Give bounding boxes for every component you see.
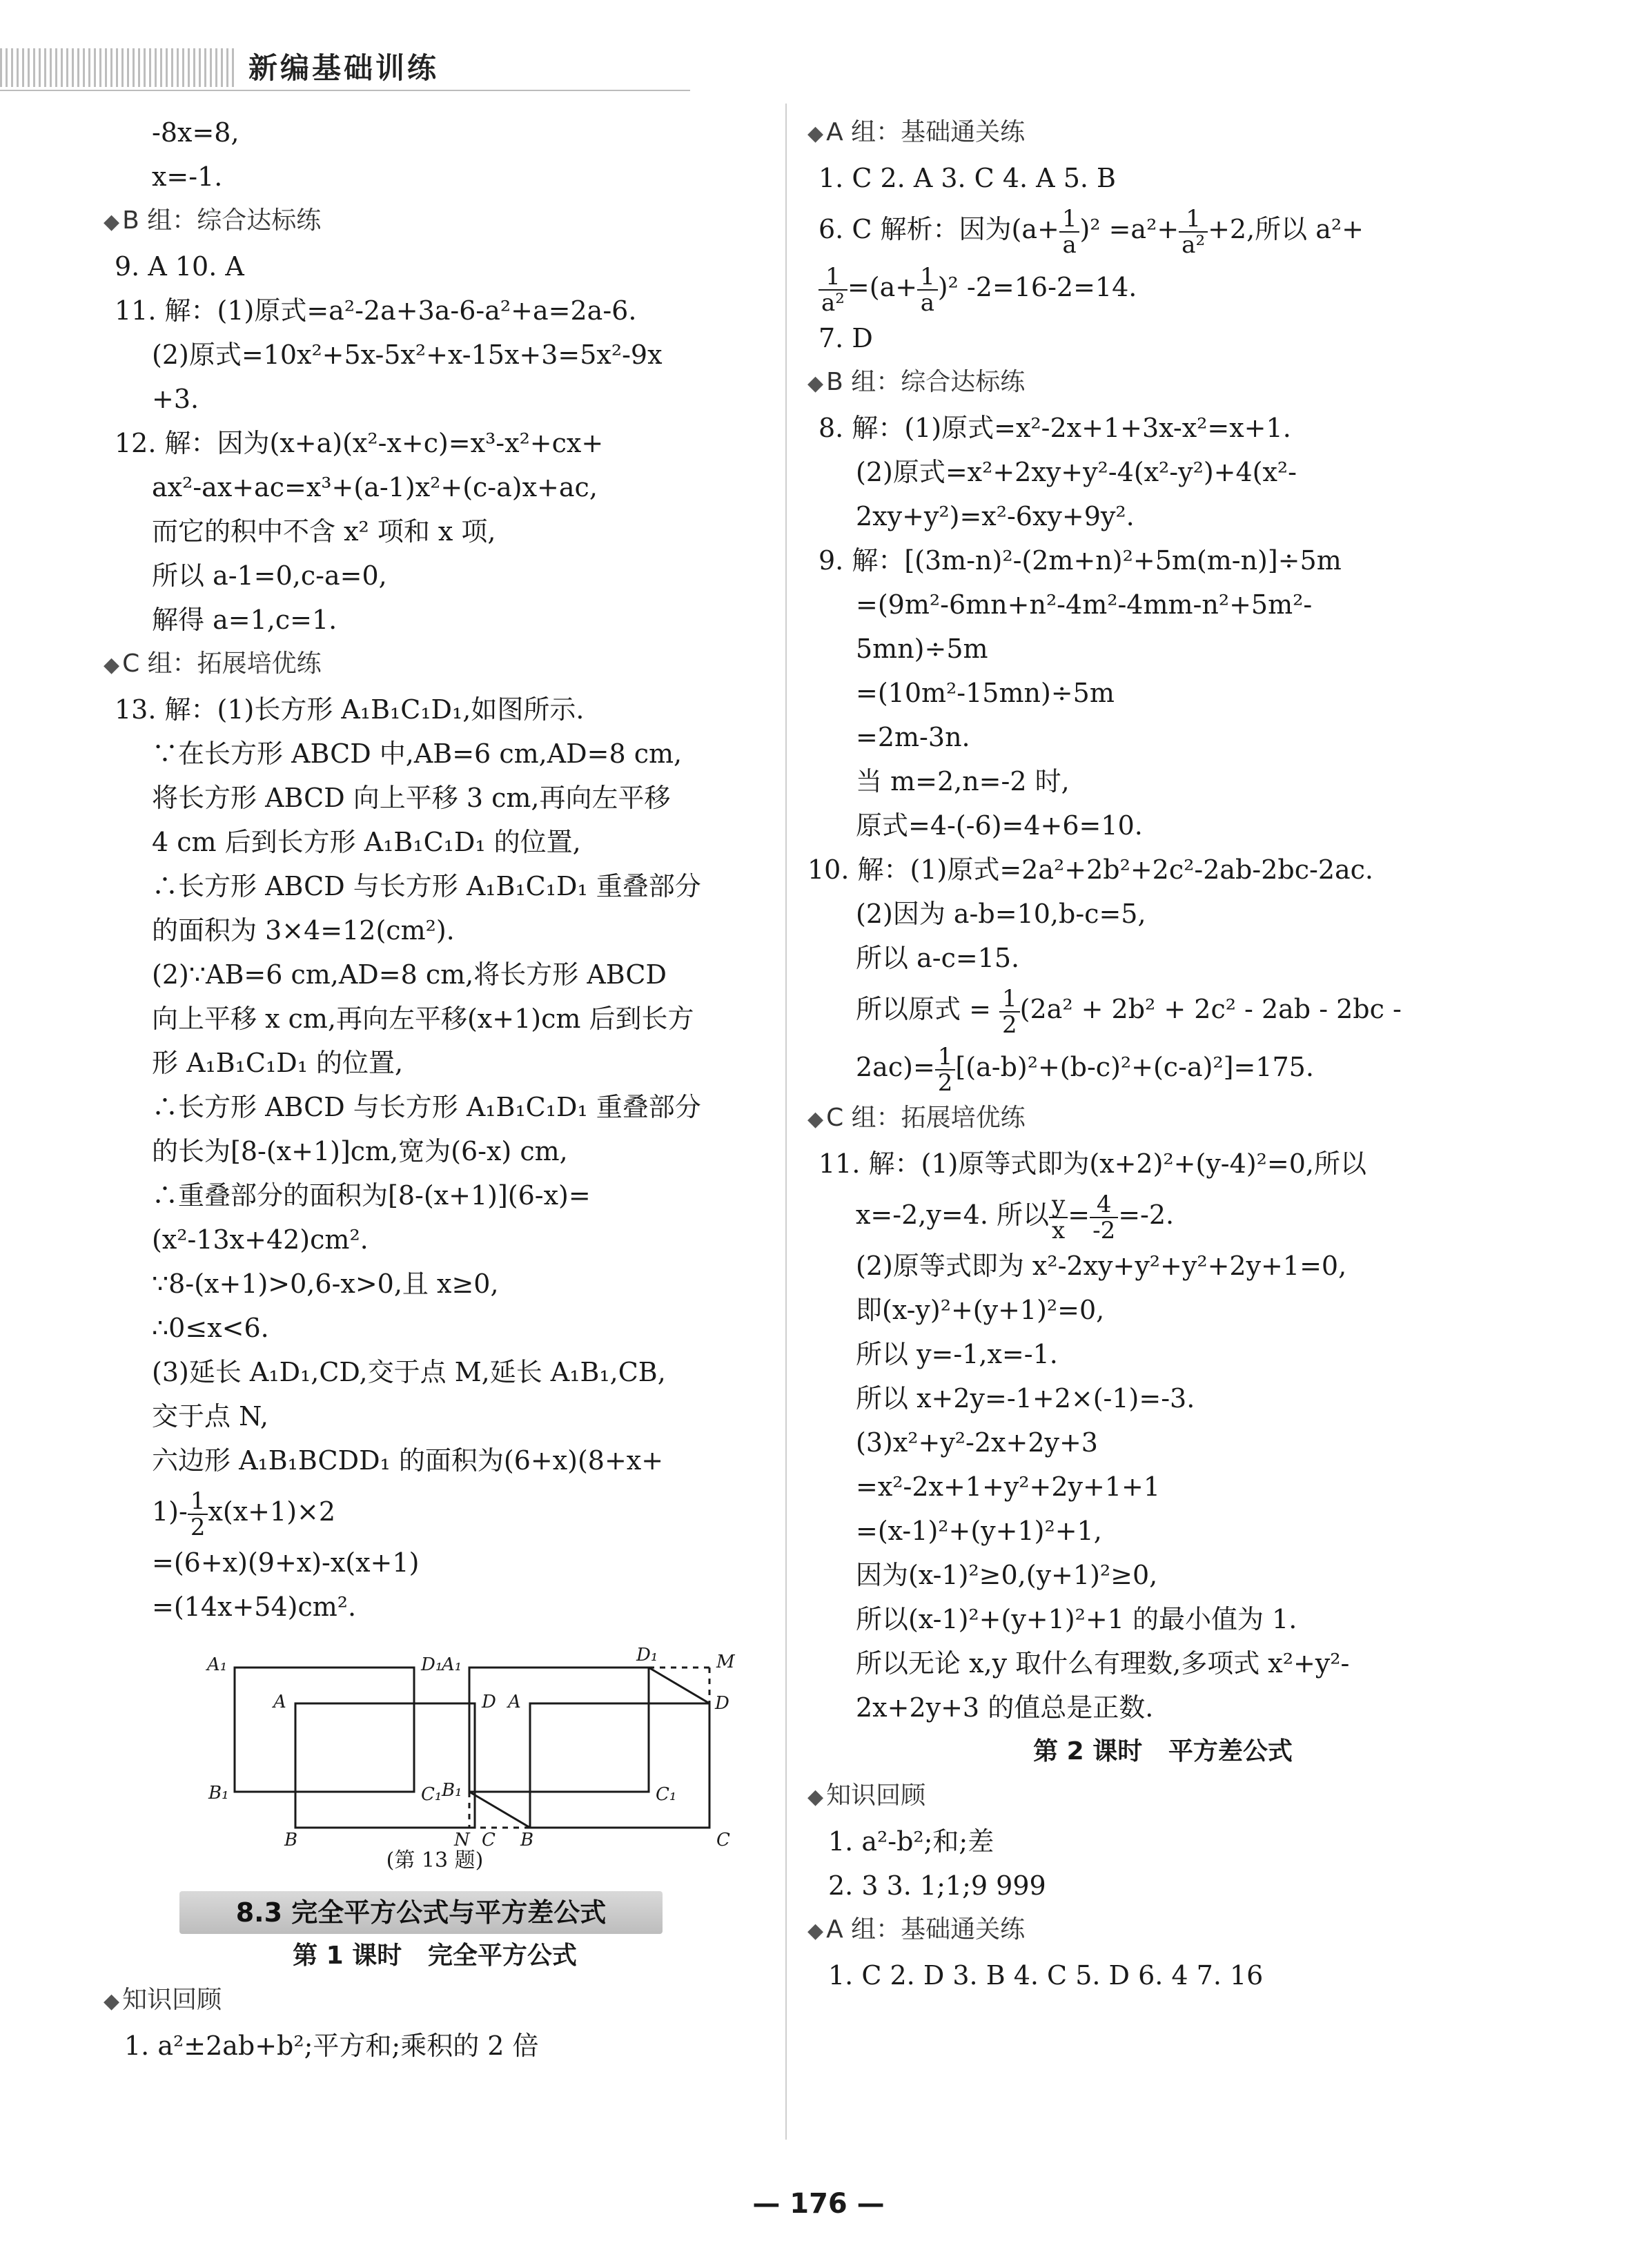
label: M: [716, 1652, 735, 1672]
text-line: =(x-1)²+(y+1)²+1,: [856, 1516, 1102, 1546]
diamond-icon: ◆: [104, 210, 120, 234]
label: C: [716, 1830, 730, 1847]
label: C: [482, 1830, 496, 1847]
segment-b1b: [469, 1792, 530, 1828]
answer-line: 13. 解：(1)长方形 A₁B₁C₁D₁,如图所示.: [115, 694, 585, 725]
label: N: [454, 1830, 470, 1847]
text-line: ∵在长方形 ABCD 中,AB=6 cm,AD=8 cm,: [152, 739, 683, 769]
text-line: 2x+2y+3 的值总是正数.: [856, 1692, 1154, 1723]
text-line: 将长方形 ABCD 向上平移 3 cm,再向左平移: [152, 783, 671, 813]
fraction: $\frac{1}{a}$: [1059, 206, 1080, 257]
text-line: -8x=8,: [152, 117, 239, 148]
label: C₁: [421, 1784, 442, 1805]
diamond-icon: ◆: [104, 1989, 120, 2013]
text-line: ∴长方形 ABCD 与长方形 A₁B₁C₁D₁ 重叠部分: [152, 871, 701, 901]
diamond-icon: ◆: [807, 1785, 824, 1809]
header-rule: [0, 90, 690, 91]
answer-line: 2. 3 3. 1;1;9 999: [828, 1870, 1046, 1901]
section-heading-c: ◆ C 组：拓展培优练: [104, 649, 322, 678]
answer-line: 12. 解：因为(x+a)(x²-x+c)=x³-x²+cx+: [115, 428, 604, 458]
text-line: 交于点 N,: [152, 1401, 268, 1431]
text-line: 而它的积中不含 x² 项和 x 项,: [152, 516, 496, 547]
label: A₁: [207, 1654, 228, 1675]
text-line: ∴0≤x<6.: [152, 1313, 269, 1343]
diamond-icon: ◆: [104, 653, 120, 677]
text-line: +3.: [152, 384, 199, 414]
rect-a1b1c1d1: [235, 1668, 414, 1792]
section-banner: 8.3 完全平方公式与平方差公式: [179, 1891, 663, 1934]
text-line: (2)原式=10x²+5x-5x²+x-15x+3=5x²-9x: [152, 340, 663, 370]
section-heading-a: ◆ A 组：基础通关练: [807, 118, 1026, 146]
section-heading-b: ◆ B 组：综合达标练: [807, 368, 1026, 396]
text-line: 六边形 A₁B₁BCDD₁ 的面积为(6+x)(8+x+: [152, 1445, 664, 1476]
answer-line: 1. C 2. D 3. B 4. C 5. D 6. 4 7. 16: [828, 1960, 1264, 1991]
right-column: [807, 110, 1518, 1997]
text-line: ∵8-(x+1)>0,6-x>0,且 x≥0,: [152, 1269, 499, 1299]
header-title: 新编基础训练: [248, 51, 440, 85]
text-line: =(10m²-15mn)÷5m: [856, 678, 1115, 708]
answer-line: 11. 解：(1)原等式即为(x+2)²+(y-4)²=0,所以: [819, 1148, 1366, 1179]
rect-abcd: [295, 1703, 475, 1828]
header-decoration: [0, 48, 235, 87]
text-line: 所以 a-1=0,c-a=0,: [152, 560, 387, 591]
diamond-icon: ◆: [807, 121, 824, 146]
text-line: ∴重叠部分的面积为[8-(x+1)](6-x)=: [152, 1180, 591, 1211]
section-heading-c: ◆ C 组：拓展培优练: [807, 1104, 1026, 1132]
text-line: 所以无论 x,y 取什么有理数,多项式 x²+y²-: [856, 1648, 1350, 1679]
text-line: 所以 y=-1,x=-1.: [856, 1339, 1058, 1369]
text-line: 5mn)÷5m: [856, 634, 988, 664]
text-line: 所以(x-1)²+(y+1)²+1 的最小值为 1.: [856, 1604, 1297, 1634]
text-line: (2)原式=x²+2xy+y²-4(x²-y²)+4(x²-: [856, 457, 1297, 487]
answer-line: 11. 解：(1)原式=a²-2a+3a-6-a²+a=2a-6.: [115, 295, 637, 326]
fraction: $\frac{1}{2}$: [188, 1489, 208, 1540]
answer-line: 7. D: [819, 323, 873, 353]
answer-line: 1. a²±2ab+b²;平方和;乘积的 2 倍: [124, 2031, 539, 2061]
label: B₁: [442, 1780, 462, 1801]
label: B: [284, 1830, 298, 1847]
left-column: [104, 110, 766, 2068]
text-line: 原式=4-(-6)=4+6=10.: [856, 810, 1143, 841]
diamond-icon: ◆: [807, 1919, 824, 1943]
fraction: $\frac{4}{-2}$: [1090, 1192, 1118, 1243]
text-line: x=-1.: [152, 162, 223, 192]
text-line-fraction: $\frac{1}{\text{a²}}$ =(a+ $\frac{1}{a}$ )² -2=16-2=14.: [807, 258, 1518, 316]
answer-line: 1. C 2. A 3. C 4. A 5. B: [819, 163, 1116, 193]
fraction: $\frac{1}{2}$: [935, 1044, 956, 1095]
rect2-a1b1c1d1: [469, 1668, 649, 1792]
fraction: $\frac{1}{\text{a²}}$: [1179, 206, 1208, 257]
answer-line: 9. A 10. A: [115, 251, 244, 282]
label: A₁: [442, 1654, 462, 1675]
text-line: 即(x-y)²+(y+1)²=0,: [856, 1295, 1105, 1325]
text-line: =2m-3n.: [856, 722, 970, 752]
label: A: [508, 1692, 521, 1712]
text-line-fraction: 2ac)= $\frac{1}{2}$ [(a-b)²+(b-c)²+(c-a)²]=175.: [856, 1042, 1314, 1097]
text-line: (2)∵AB=6 cm,AD=8 cm,将长方形 ABCD: [152, 959, 667, 990]
fraction: $\frac{y}{x}$: [1049, 1192, 1068, 1243]
label: A: [273, 1692, 286, 1712]
text-line: 所以 x+2y=-1+2×(-1)=-3.: [856, 1383, 1195, 1414]
text-line: 向上平移 x cm,再向左平移(x+1)cm 后到长方: [152, 1004, 694, 1034]
fraction: $\frac{1}{a}$: [917, 264, 938, 315]
text-line: 的长为[8-(x+1)]cm,宽为(6-x) cm,: [152, 1136, 568, 1166]
text-line-fraction: 1)- $\frac{1}{2}$ x(x+1)×2: [152, 1487, 336, 1541]
text-line: 2xy+y²)=x²-6xy+9y².: [856, 501, 1135, 531]
figure-13: [104, 1640, 766, 1847]
answer-line: 9. 解：[(3m-n)²-(2m+n)²+5m(m-n)]÷5m: [819, 545, 1342, 576]
rectangle-diagram: [104, 1640, 766, 1847]
page-number: — 176 —: [752, 2188, 885, 2220]
text-line: =(9m²-6mn+n²-4m²-4mm-n²+5m²-: [856, 589, 1313, 620]
text-line: 解得 a=1,c=1.: [152, 605, 337, 635]
text-line: (x²-13x+42)cm².: [152, 1224, 369, 1255]
diamond-icon: ◆: [807, 1107, 824, 1131]
text-line: =x²-2x+1+y²+2y+1+1: [856, 1472, 1161, 1502]
section-heading-b: ◆ B 组：综合达标练: [104, 206, 322, 235]
text-line: =(6+x)(9+x)-x(x+1): [152, 1547, 420, 1578]
text-line: 当 m=2,n=-2 时,: [856, 766, 1070, 796]
figure-caption: (第 13 题): [386, 1848, 484, 1873]
answer-line: 8. 解：(1)原式=x²-2x+1+3x-x²=x+1.: [819, 413, 1291, 443]
label: B: [520, 1830, 534, 1847]
text-line: =(14x+54)cm².: [152, 1592, 357, 1622]
lesson-title: 第 2 课时 平方差公式: [1033, 1737, 1293, 1766]
text-line: ax²-ax+ac=x³+(a-1)x²+(c-a)x+ac,: [152, 472, 598, 502]
text-line: (2)原等式即为 x²-2xy+y²+y²+2y+1=0,: [856, 1251, 1347, 1281]
rect2-abcd: [530, 1703, 709, 1828]
text-line: 因为(x-1)²≥0,(y+1)²≥0,: [856, 1560, 1158, 1590]
label: C₁: [656, 1784, 677, 1805]
text-line: 4 cm 后到长方形 A₁B₁C₁D₁ 的位置,: [152, 827, 581, 857]
label: D: [482, 1692, 496, 1712]
fraction: $\frac{1}{\text{a²}}$: [819, 264, 847, 315]
section-heading-review: ◆ 知识回顾: [807, 1781, 926, 1810]
text-line-fraction: 所以原式 = $\frac{1}{2}$ (2a² + 2b² + 2c² - 2ab - 2bc -: [856, 984, 1402, 1039]
text-line: 形 A₁B₁C₁D₁ 的位置,: [152, 1048, 404, 1078]
label: D: [715, 1693, 729, 1714]
answer-line: 10. 解：(1)原式=2a²+2b²+2c²-2ab-2bc-2ac.: [807, 854, 1374, 885]
text-line: (3)延长 A₁D₁,CD,交于点 M,延长 A₁B₁,CB,: [152, 1357, 666, 1387]
section-heading-review: ◆ 知识回顾: [104, 1986, 222, 2014]
label: D₁: [421, 1654, 443, 1675]
text-line: (3)x²+y²-2x+2y+3: [856, 1427, 1098, 1458]
segment-d1d: [649, 1668, 709, 1703]
label: B₁: [208, 1783, 229, 1803]
lesson-title: 第 1 课时 完全平方公式: [293, 1942, 577, 1970]
section-heading-a: ◆ A 组：基础通关练: [807, 1915, 1026, 1944]
answer-line: 1. a²-b²;和;差: [828, 1826, 994, 1857]
text-line: ∴长方形 ABCD 与长方形 A₁B₁C₁D₁ 重叠部分: [152, 1092, 701, 1122]
fraction: $\frac{1}{2}$: [999, 986, 1020, 1037]
diamond-icon: ◆: [807, 371, 824, 395]
answer-line-fraction: 6. C 解析：因为(a+ $\frac{1}{a}$ )² =a²+ $\frac{1}{\text{a²}}$ +2,所以 a²+: [819, 204, 1364, 259]
text-line-fraction: x=-2,y=4. 所以 $\frac{y}{x}$ = $\frac{4}{-2}$ =-2.: [856, 1190, 1175, 1244]
label: D₁: [636, 1645, 658, 1665]
text-line: (2)因为 a-b=10,b-c=5,: [856, 899, 1146, 929]
text-line: 的面积为 3×4=12(cm²).: [152, 915, 455, 946]
text-line: 所以 a-c=15.: [856, 943, 1020, 973]
column-divider: [785, 104, 787, 2140]
